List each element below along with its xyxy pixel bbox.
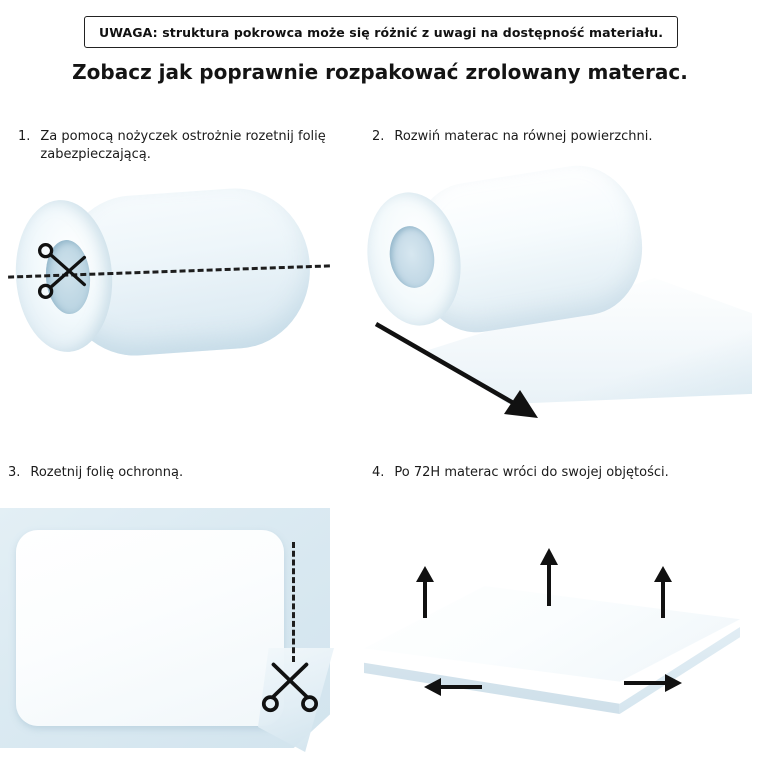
step-4-illustration — [352, 508, 752, 738]
step-4-heading — [372, 464, 669, 482]
arrow-up-icon — [652, 566, 674, 618]
step-2-number: 2. — [372, 129, 385, 144]
step-4-text: Po 72H materac wróci do swojej objętości. — [394, 465, 669, 480]
scissors-icon — [258, 648, 324, 714]
cut-line-dashed-vertical — [292, 542, 295, 662]
step-3-number: 3. — [8, 465, 21, 480]
step-2-heading — [372, 128, 653, 146]
step-1-number: 1. — [18, 129, 31, 144]
step-3-illustration — [0, 508, 340, 758]
arrow-up-icon — [414, 566, 436, 618]
scissors-icon — [34, 240, 96, 302]
step-3-text: Rozetnij folię ochronną. — [30, 465, 184, 480]
notice-text: UWAGA: struktura pokrowca może się różnić z uwagi na dostępność materiału. — [98, 24, 664, 40]
page-title: Zobacz jak poprawnie rozpakować zrolowany materac. — [72, 60, 688, 84]
arrow-up-icon — [538, 548, 560, 606]
arrow-left-icon — [424, 676, 482, 698]
notice-banner — [84, 16, 678, 48]
step-1-illustration — [8, 178, 338, 378]
step-2-text: Rozwiń materac na równej powierzchni. — [394, 129, 653, 144]
flat-mattress — [16, 530, 284, 726]
step-2-illustration — [352, 170, 752, 432]
arrow-right-icon — [624, 672, 682, 694]
step-1-text: Za pomocą nożyczek ostrożnie rozetnij folię zabezpieczającą. — [40, 129, 326, 162]
step-1-heading — [18, 128, 330, 163]
step-4-number: 4. — [372, 465, 385, 480]
step-3-heading — [8, 464, 183, 482]
arrow-diagonal-icon — [362, 310, 562, 430]
